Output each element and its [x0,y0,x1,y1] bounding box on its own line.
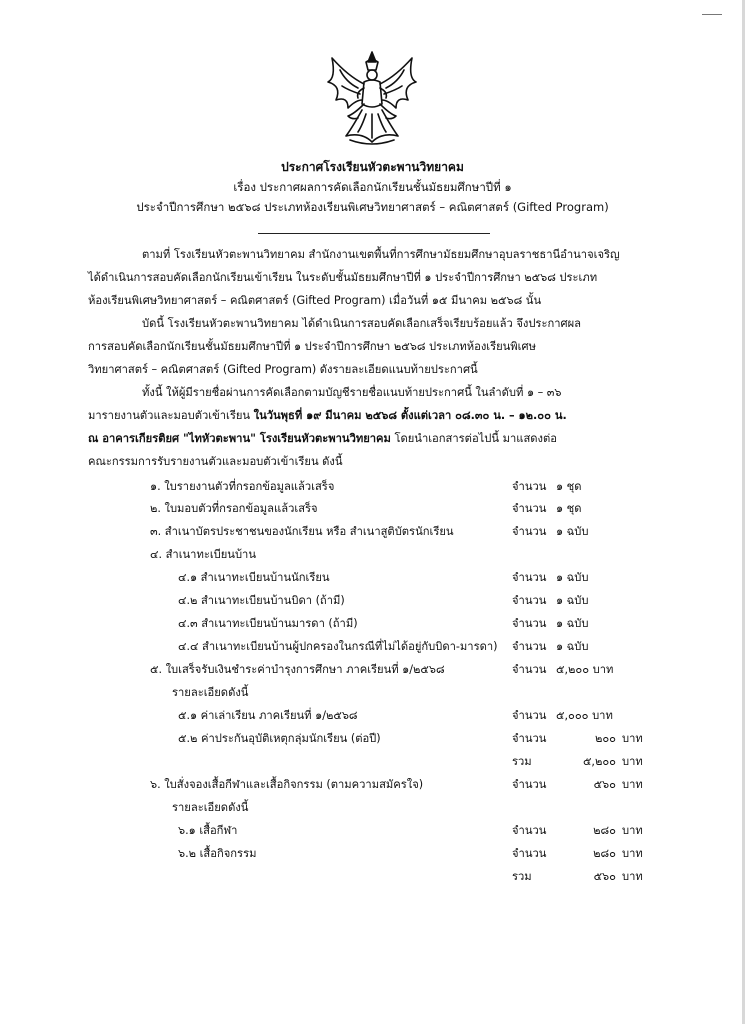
checklist-item-unit: บาท [622,824,643,837]
checklist-item-unit: บาท [622,778,643,791]
checklist-item-quantity: ๑ ชุด [556,480,582,493]
checklist-item-label: ๕.๒ ค่าประกันอุบัติเหตุกลุ่มนักเรียน (ต่อปี) [178,732,381,745]
checklist-item-unit: บาท [622,755,643,768]
checklist-item-label: ๖. ใบสั่งจองเสื้อกีฬาและเสื้อกิจกรรม (ตามความสมัครใจ) [150,778,424,791]
announcement-program: ประจำปีการศึกษา ๒๕๖๘ ประเภทห้องเรียนพิเศษวิทยาศาสตร์ – คณิตศาสตร์ (Gifted Program) [136,200,609,214]
checklist-item-unit: บาท [622,847,643,860]
body-line: วิทยาศาสตร์ – คณิตศาสตร์ (Gifted Program) ดังรายละเอียดแนบท้ายประกาศนี้ [88,363,478,376]
checklist-item-label: ๖.๒ เสื้อกิจกรรม [178,847,257,860]
checklist-item-quantity-word: จำนวน [512,617,547,630]
checklist-item-quantity-word: รวม [512,755,532,768]
checklist-item-label: ๔.๒ สำเนาทะเบียนบ้านบิดา (ถ้ามี) [178,594,345,607]
checklist-item-label: ๖.๑ เสื้อกีฬา [178,824,238,837]
checklist-item-quantity-word: จำนวน [512,502,547,515]
body-bold-text: ในวันพุธที่ ๑๙ มีนาคม ๒๕๖๘ ตั้งแต่เวลา ๐๘.๓๐ น. – ๑๒.๐๐ น. [253,409,567,422]
checklist-item-label: ๒. ใบมอบตัวที่กรอกข้อมูลแล้วเสร็จ [150,502,318,515]
checklist-item-amount: ๒๘๐ [593,847,616,860]
checklist-item-label: ๔. สำเนาทะเบียนบ้าน [150,548,256,561]
checklist-item-label: ๕. ใบเสร็จรับเงินชำระค่าบำรุงการศึกษา ภาคเรียนที่ ๑/๒๕๖๘ [150,663,445,676]
checklist-item-amount: ๕๖๐ [593,778,616,791]
checklist-item-unit: บาท [622,732,643,745]
checklist-item-quantity: ๑ ฉบับ [556,594,589,607]
body-bold-text: ณ อาคารเกียรติยศ "ไทหัวตะพาน" โรงเรียนหัวตะพานวิทยาคม [88,432,391,445]
checklist-item-label: รายละเอียดดังนี้ [172,801,249,814]
checklist-item-quantity-word: จำนวน [512,709,547,722]
body-line: คณะกรรมการรับรายงานตัวและมอบตัวเข้าเรียน ดังนี้ [88,455,343,468]
checklist-item-label: ๔.๓ สำเนาทะเบียนบ้านมารดา (ถ้ามี) [178,617,358,630]
checklist-item-quantity: ๑ ฉบับ [556,640,589,653]
checklist-item-amount: ๕,๒๐๐ [582,755,616,768]
scan-mark [702,14,722,15]
checklist-item-label: รายละเอียดดังนี้ [172,686,249,699]
checklist-item-label: ๑. ใบรายงานตัวที่กรอกข้อมูลแล้วเสร็จ [150,480,335,493]
announcement-title: ประกาศโรงเรียนหัวตะพานวิทยาคม [281,160,464,174]
checklist-item-amount: ๒๘๐ [593,824,616,837]
checklist-item-label: ๔.๑ สำเนาทะเบียนบ้านนักเรียน [178,571,330,584]
checklist-item-quantity: ๑ ฉบับ [556,525,589,538]
body-line [88,429,557,447]
checklist-item-quantity-word: จำนวน [512,571,547,584]
checklist-item-quantity: ๑ ฉบับ [556,617,589,630]
checklist-item-quantity: ๕,๐๐๐ บาท [556,709,613,722]
checklist-item-quantity: ๑ ฉบับ [556,571,589,584]
checklist-item-quantity-word: จำนวน [512,594,547,607]
checklist-item-quantity-word: จำนวน [512,480,547,493]
checklist-item-quantity-word: จำนวน [512,847,547,860]
checklist-item-label: ๓. สำเนาบัตรประชาชนของนักเรียน หรือ สำเนาสูติบัตรนักเรียน [150,525,454,538]
body-line [88,406,567,424]
checklist-item-quantity-word: รวม [512,870,532,883]
checklist-item-unit: บาท [622,870,643,883]
body-line: ตามที่ โรงเรียนหัวตะพานวิทยาคม สำนักงานเขตพื้นที่การศึกษามัธยมศึกษาอุบลราชธานีอำนาจเจริญ [142,248,620,261]
checklist-item-quantity-word: จำนวน [512,824,547,837]
checklist-item-label: ๔.๔ สำเนาทะเบียนบ้านผู้ปกครองในกรณีที่ไม่ได้อยู่กับบิดา-มารดา) [178,640,498,653]
checklist-item-quantity-word: จำนวน [512,778,547,791]
checklist-item-amount: ๕๖๐ [593,870,616,883]
checklist-item-label: ๕.๑ ค่าเล่าเรียน ภาคเรียนที่ ๑/๒๕๖๘ [178,709,358,722]
checklist-item-quantity-word: จำนวน [512,732,547,745]
announcement-subject: เรื่อง ประกาศผลการคัดเลือกนักเรียนชั้นมัธยมศึกษาปีที่ ๑ [233,180,512,194]
body-line: ทั้งนี้ ให้ผู้มีรายชื่อผ่านการคัดเลือกตามบัญชีรายชื่อแนบท้ายประกาศนี้ ในลำดับที่ ๑ – ๓๖ [142,386,562,399]
body-line: การสอบคัดเลือกนักเรียนชั้นมัธยมศึกษาปีที่ ๑ ประจำปีการศึกษา ๒๕๖๘ ประเภทห้องเรียนพิเศษ [88,340,536,353]
checklist-item-amount: ๒๐๐ [594,732,616,745]
body-text: มารายงานตัวและมอบตัวเข้าเรียน [88,409,254,422]
checklist-item-quantity: ๕,๒๐๐ บาท [556,663,614,676]
garuda-emblem-icon [318,48,426,148]
checklist-item-quantity-word: จำนวน [512,525,547,538]
body-line: บัดนี้ โรงเรียนหัวตะพานวิทยาคม ได้ดำเนินการสอบคัดเลือกเสร็จเรียบร้อยแล้ว จึงประกาศผล [142,317,582,330]
checklist-item-quantity-word: จำนวน [512,663,547,676]
body-text: โดยนำเอกสารต่อไปนี้ มาแสดงต่อ [390,432,557,445]
checklist-item-quantity: ๑ ชุด [556,502,582,515]
header-divider [258,233,490,234]
body-line: ได้ดำเนินการสอบคัดเลือกนักเรียนเข้าเรียน ในระดับชั้นมัธยมศึกษาปีที่ ๑ ประจำปีการศึกษา ๒๕๖๘ ประเภท [88,271,598,284]
body-line: ห้องเรียนพิเศษวิทยาศาสตร์ – คณิตศาสตร์ (Gifted Program) เมื่อวันที่ ๑๕ มีนาคม ๒๕๖๘ นั้น [88,294,542,307]
checklist-item-quantity-word: จำนวน [512,640,547,653]
